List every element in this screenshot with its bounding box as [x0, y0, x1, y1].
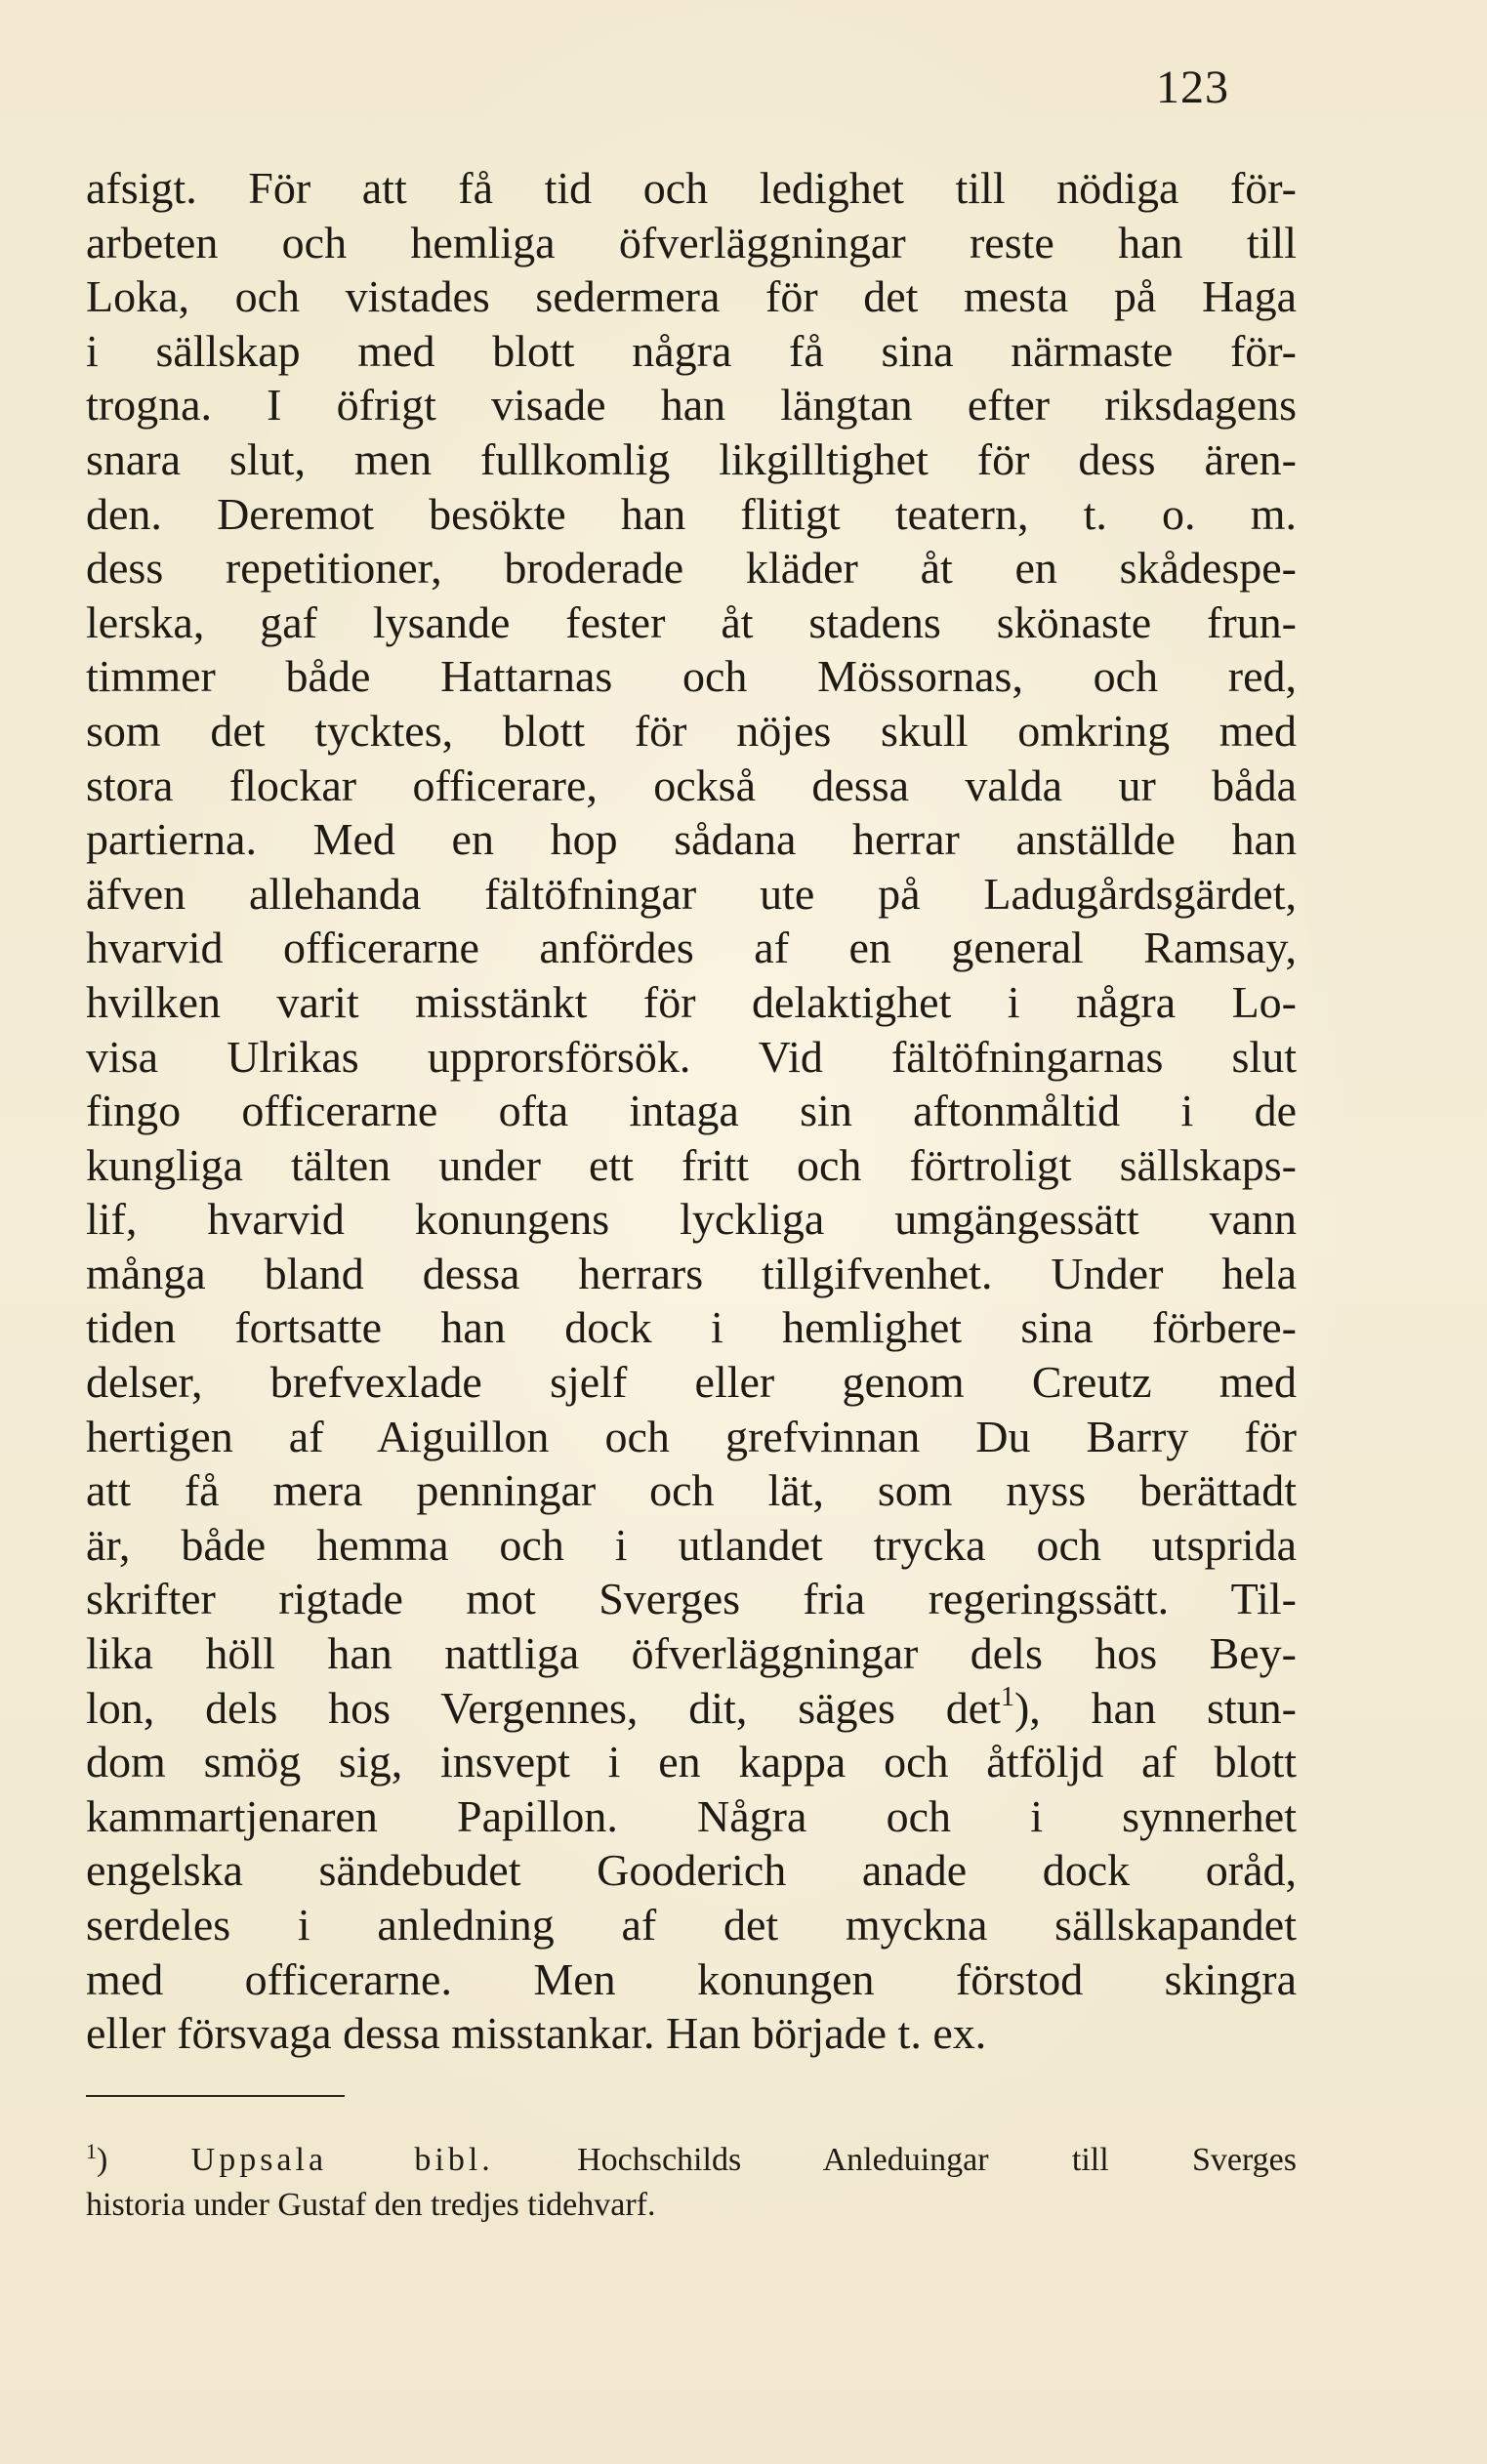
text-line: delser, brefvexlade sjelf eller genom Creutz med [86, 1357, 1297, 1408]
text-line: många bland dessa herrars tillgifvenhet. Under hela [86, 1248, 1297, 1298]
text-line: kammartjenaren Papillon. Några och i synnerhet [86, 1790, 1297, 1841]
text-line: snara slut, men fullkomlig likgilltighet för dess ären- [86, 433, 1297, 484]
body-text [86, 161, 1297, 2061]
text-line: eller försvaga dessa misstankar. Han började t. ex. [86, 2008, 987, 2059]
text-line: tiden fortsatte han dock i hemlighet sina förbere- [86, 1302, 1297, 1353]
page-number: 123 [1156, 62, 1229, 113]
text-segment: lon, dels hos Vergennes, dit, säges det [86, 1682, 1001, 1733]
text-segment: ), han stun- [1013, 1682, 1297, 1733]
text-line: hvilken varit misstänkt för delaktighet i några Lo- [86, 976, 1297, 1027]
text-line: att få mera penningar och lät, som nyss berättadt [86, 1465, 1297, 1516]
text-line: stora flockar officerare, också dessa valda ur båda [86, 760, 1297, 810]
text-line: med officerarne. Men konungen förstod skingra [86, 1953, 1297, 2004]
text-line: serdeles i anledning af det myckna sällskapandet [86, 1900, 1297, 1950]
text-line: den. Deremot besökte han flitigt teatern, t. o. m. [86, 488, 1297, 539]
text-line: trogna. I öfrigt visade han längtan efter riksdagens [86, 380, 1297, 431]
text-line: äfven allehanda fältöfningar ute på Ladugårdsgärdet, [86, 868, 1297, 919]
text-line: hertigen af Aiguillon och grefvinnan Du Barry för [86, 1411, 1297, 1461]
text-line: skrifter rigtade mot Sverges fria regeringssätt. Til- [86, 1574, 1297, 1624]
text-line: dess repetitioner, broderade kläder åt en skådespe- [86, 543, 1297, 594]
text-line: afsigt. För att få tid och ledighet till nödiga för- [86, 163, 1297, 213]
text-line: lif, hvarvid konungens lyckliga umgängessätt vann [86, 1194, 1297, 1245]
text-line: i sällskap med blott några få sina närmaste för- [86, 325, 1297, 376]
footnote-line [86, 2138, 1297, 2183]
text-line: engelska sändebudet Gooderich anade dock oråd, [86, 1845, 1297, 1896]
footnote-divider [86, 2095, 345, 2097]
text-line: hvarvid officerarne anfördes af en general Ramsay, [86, 923, 1297, 973]
text-line: lerska, gaf lysande fester åt stadens skönaste frun- [86, 596, 1297, 647]
text-line: dom smög sig, insvept i en kappa och åtföljd af blott [86, 1737, 1297, 1787]
footnote-line: historia under Gustaf den tredjes tidehvarf. [86, 2187, 656, 2223]
text-line: är, både hemma och i utlandet trycka och utsprida [86, 1519, 1297, 1570]
text-line: fingo officerarne ofta intaga sin aftonmåltid i de [86, 1086, 1297, 1136]
text-line: Loka, och vistades sedermera för det mesta på Haga [86, 271, 1297, 322]
footnote-text: Hochschilds Anleduingar till Sverges [577, 2142, 1297, 2178]
text-line: visa Ulrikas upprorsförsök. Vid fältöfningarnas slut [86, 1031, 1297, 1082]
text-line: som det tycktes, blott för nöjes skull omkring med [86, 705, 1297, 756]
text-line: lika höll han nattliga öfverläggningar dels hos Bey- [86, 1628, 1297, 1679]
text-line: partierna. Med en hop sådana herrar anställde han [86, 814, 1297, 865]
text-line-with-footnote-ref [86, 1681, 1297, 1736]
footnote-source: Uppsala bibl. [190, 2142, 494, 2178]
text-line: timmer både Hattarnas och Mössornas, och red, [86, 651, 1297, 702]
footnote [86, 2138, 1297, 2228]
footnote-marker-close: ) [97, 2142, 108, 2178]
footnote-marker: 1 [86, 2139, 97, 2163]
footnote-reference: 1 [1000, 1681, 1014, 1712]
text-line: arbeten och hemliga öfverläggningar reste han till [86, 217, 1297, 267]
text-line: kungliga tälten under ett fritt och förtroligt sällskaps- [86, 1139, 1297, 1190]
